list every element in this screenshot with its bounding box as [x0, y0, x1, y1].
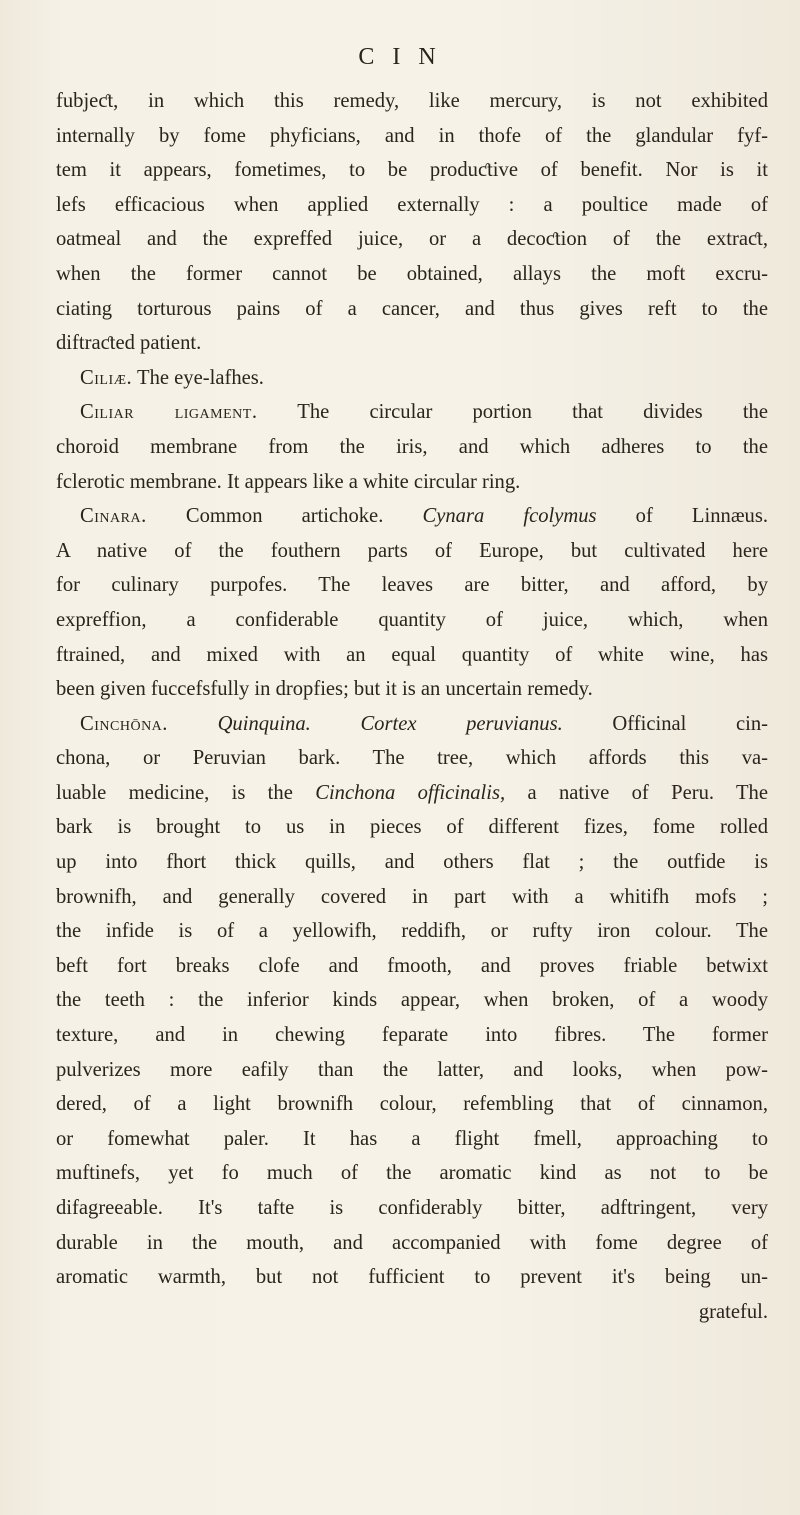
latin-name: Cinchona officinalis,: [315, 781, 506, 804]
text-line: diftraƈted patient.: [56, 332, 202, 355]
body-text: [56, 84, 768, 1329]
entry-text: The eye-lafhes.: [137, 366, 264, 389]
text-line: muftinefs, yet fo much of the aromatic kind as not to be: [56, 1162, 768, 1185]
latin-name: Cortex peruvianus.: [360, 712, 563, 735]
text-line: A native of the fouthern parts of Europe, but cultivated here: [56, 539, 768, 562]
entry-ciliae: [56, 361, 768, 396]
text-line: ftrained, and mixed with an equal quantity of white wine, has: [56, 643, 768, 666]
text-line: aromatic warmth, but not fufficient to prevent it's being un-: [56, 1266, 768, 1289]
text-line: [56, 776, 768, 811]
text-line: for culinary purpofes. The leaves are bitter, and afford, by: [56, 574, 768, 597]
entry-text: Common artichoke.: [185, 505, 384, 528]
text-line: difagreeable. It's tafte is confiderably bitter, adftringent, very: [56, 1197, 768, 1219]
text-line: durable in the mouth, and accompanied with fome degree of: [56, 1231, 768, 1254]
text-line: bark is brought to us in pieces of different fizes, fome rolled: [56, 816, 768, 839]
text-line: dered, of a light brownifh colour, refembling that of cinnamon,: [56, 1093, 768, 1116]
entry-text: a native of Peru. The: [527, 781, 768, 804]
entry-cinara: [56, 499, 768, 534]
latin-name: Cynara fcolymus: [422, 505, 597, 528]
text-line: or fomewhat paler. It has a flight fmell, approaching to: [56, 1127, 768, 1150]
text-line: up into fhort thick quills, and others flat ; the outfide is: [56, 851, 768, 874]
text-line: internally by fome phyficians, and in thofe of the glandular fyf-: [56, 124, 768, 147]
entry-text: Officinal cin-: [612, 712, 768, 735]
entry-text: luable medicine, is the: [56, 781, 293, 804]
text-line: chona, or Peruvian bark. The tree, which affords this va-: [56, 747, 768, 770]
text-line: lefs efficacious when applied externally : a poultice made of: [56, 193, 768, 216]
text-line: tem it appears, fometimes, to be produƈtive of benefit. Nor is it: [56, 159, 768, 182]
text-line: beft fort breaks clofe and fmooth, and proves friable betwixt: [56, 954, 768, 977]
text-line: brownifh, and generally covered in part with a whitifh mofs ;: [56, 885, 768, 908]
text-line: the infide is of a yellowifh, reddifh, or rufty iron colour. The: [56, 920, 768, 943]
text-line: choroid membrane from the iris, and which adheres to the: [56, 435, 768, 458]
text-line: expreffion, a confiderable quantity of juice, which, when: [56, 608, 768, 631]
entry-term: Ciliæ.: [80, 366, 133, 389]
text-line: the teeth : the inferior kinds appear, when broken, of a woody: [56, 989, 768, 1012]
text-line: been given fuccefsfully in dropfies; but it is an uncertain remedy.: [56, 678, 593, 701]
text-line: when the former cannot be obtained, allays the moft excru-: [56, 262, 768, 285]
entry-text: The circular portion that divides the: [297, 401, 768, 424]
entry-ciliar-ligament: [56, 395, 768, 430]
catchword: grateful.: [698, 1300, 768, 1323]
entry-term: Cinara.: [80, 505, 147, 528]
text-line: fclerotic membrane. It appears like a white circular ring.: [56, 470, 521, 493]
text-line: oatmeal and the expreffed juice, or a decoƈtion of the extraƈt,: [56, 228, 768, 251]
text-line: pulverizes more eafily than the latter, and looks, when pow-: [56, 1058, 768, 1081]
text-line: ciating torturous pains of a cancer, and thus gives reft to the: [56, 297, 768, 320]
text-line: texture, and in chewing feparate into fibres. The former: [56, 1024, 768, 1047]
entry-term: Cinchōna.: [80, 712, 168, 735]
entry-cinchona: [56, 707, 768, 742]
latin-name: Quinquina.: [217, 712, 311, 735]
entry-term: Ciliar ligament.: [80, 401, 258, 424]
running-head: C I N: [358, 44, 442, 70]
entry-text: of Linnæus.: [635, 505, 769, 528]
text-line: fubjeƈt, in which this remedy, like mercury, is not exhibited: [56, 90, 768, 112]
